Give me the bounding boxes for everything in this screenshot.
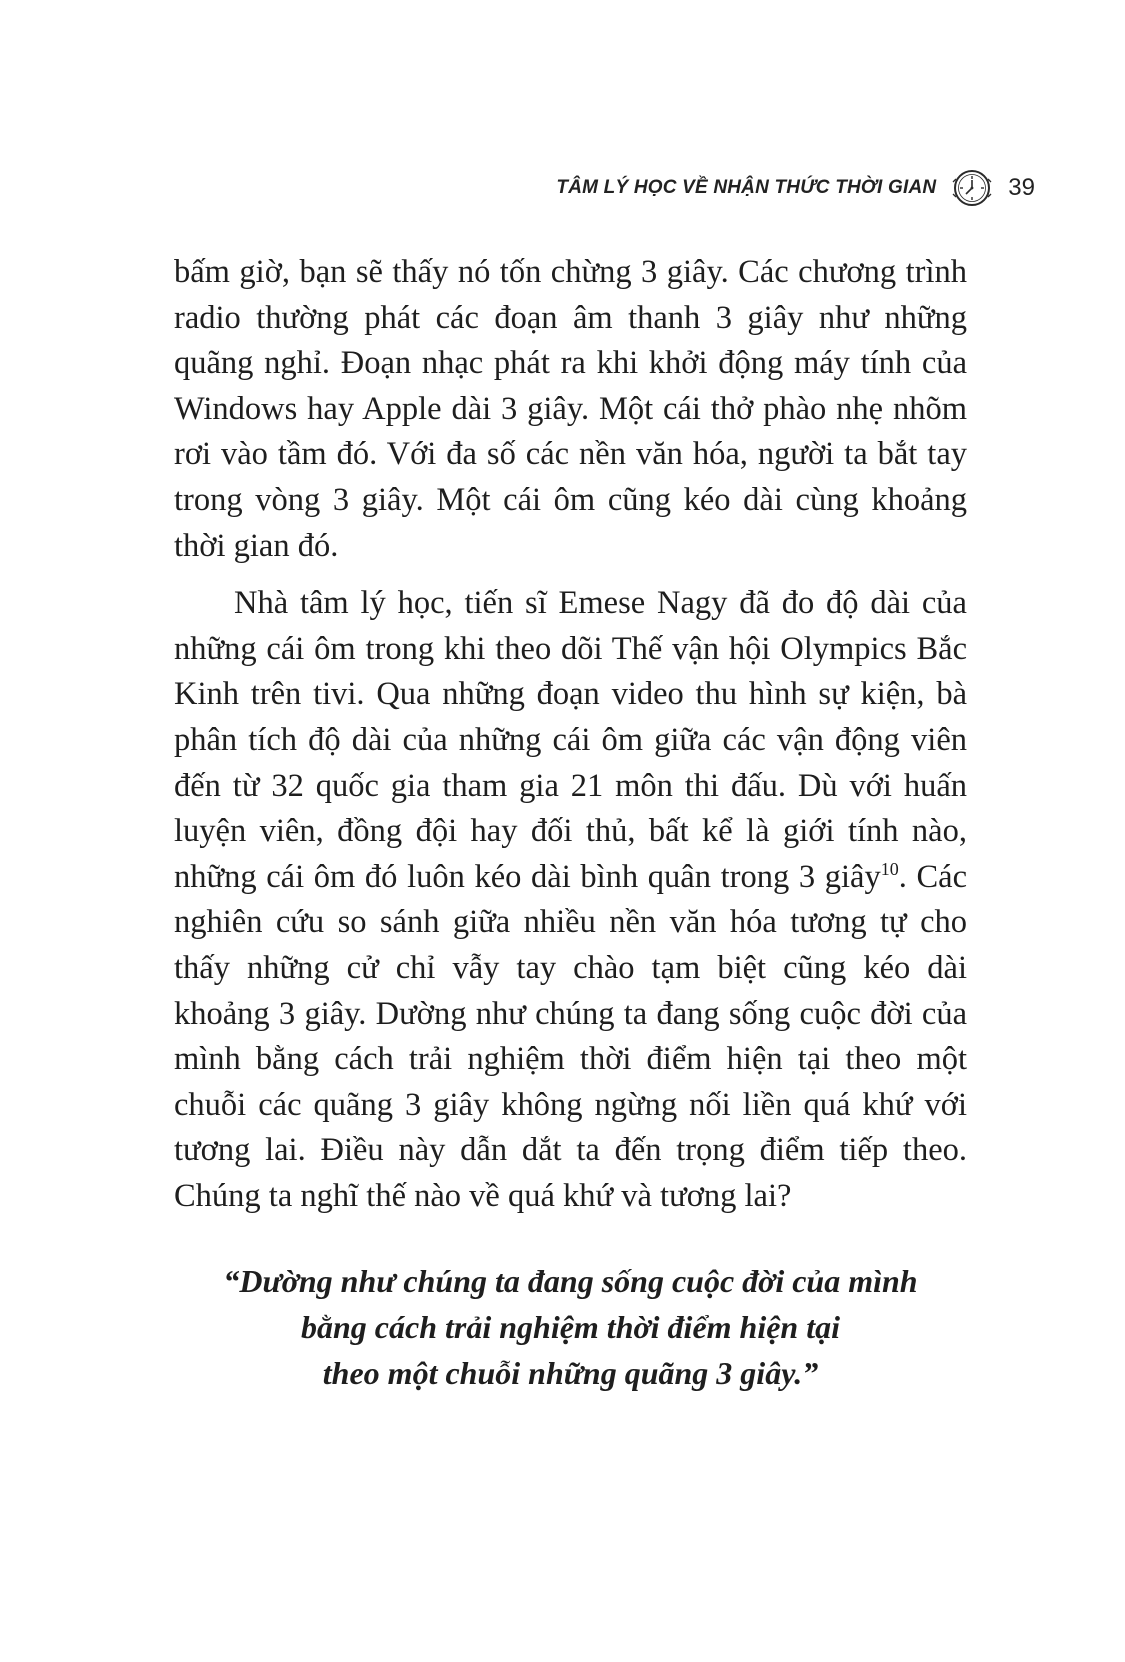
paragraph-1: bấm giờ, bạn sẽ thấy nó tốn chừng 3 giây. Các chương trình radio thường phát các đoạn âm thanh 3 giây như những quãng nghỉ. Đoạn nhạc phát ra khi khởi động máy tính của Windows hay Apple dài 3 giây. Một cái thở phào nhẹ nhõm rơi vào tầm đó. Với đa số các nền văn hóa, người ta bắt tay trong vòng 3 giây. Một cái ôm cũng kéo dài cùng khoảng thời gian đó.: [174, 254, 967, 564]
paragraph-2-part-1: Nhà tâm lý học, tiến sĩ Emese Nagy đã đo độ dài của những cái ôm trong khi theo dõi Thế vận hội Olympics Bắc Kinh trên tivi. Qua những đoạn video thu hình sự kiện, bà phân tích độ dài của những cái ôm giữa các vận động viên đến từ 32 quốc gia tham gia 21 môn thi đấu. Dù với huấn luyện viên, đồng đội hay đối thủ, bất kể là giới tính nào, những cái ôm đó luôn kéo dài bình quân trong 3 giây: [174, 585, 967, 895]
pull-quote-line-2: bằng cách trải nghiệm thời điểm hiện tại: [300, 1309, 840, 1345]
paragraph-2: [174, 581, 967, 1219]
pull-quote: [174, 1258, 967, 1396]
footnote-reference: 10: [880, 858, 899, 879]
header-title: TÂM LÝ HỌC VỀ NHẬN THỨC THỜI GIAN: [556, 177, 937, 198]
paragraph-2-part-2: . Các nghiên cứu so sánh giữa nhiều nền văn hóa tương tự cho thấy những cử chỉ vẫy tay chào tạm biệt cũng kéo dài khoảng 3 giây. Dường như chúng ta đang sống cuộc đời của mình bằng cách trải nghiệm thời điểm hiện tại theo một chuỗi các quãng 3 giây không ngừng nối liền quá khứ với tương lai. Điều này dẫn dắt ta đến trọng điểm tiếp theo. Chúng ta nghĩ thế nào về quá khứ và tương lai?: [174, 858, 967, 1214]
page-number: 39: [1008, 174, 1035, 201]
body-text: [174, 250, 967, 1219]
pull-quote-line-1: “Dường như chúng ta đang sống cuộc đời của mình: [223, 1263, 918, 1299]
clock-icon: [950, 166, 994, 210]
pull-quote-line-3: theo một chuỗi những quãng 3 giây.”: [322, 1355, 819, 1391]
running-header: [556, 168, 1035, 208]
